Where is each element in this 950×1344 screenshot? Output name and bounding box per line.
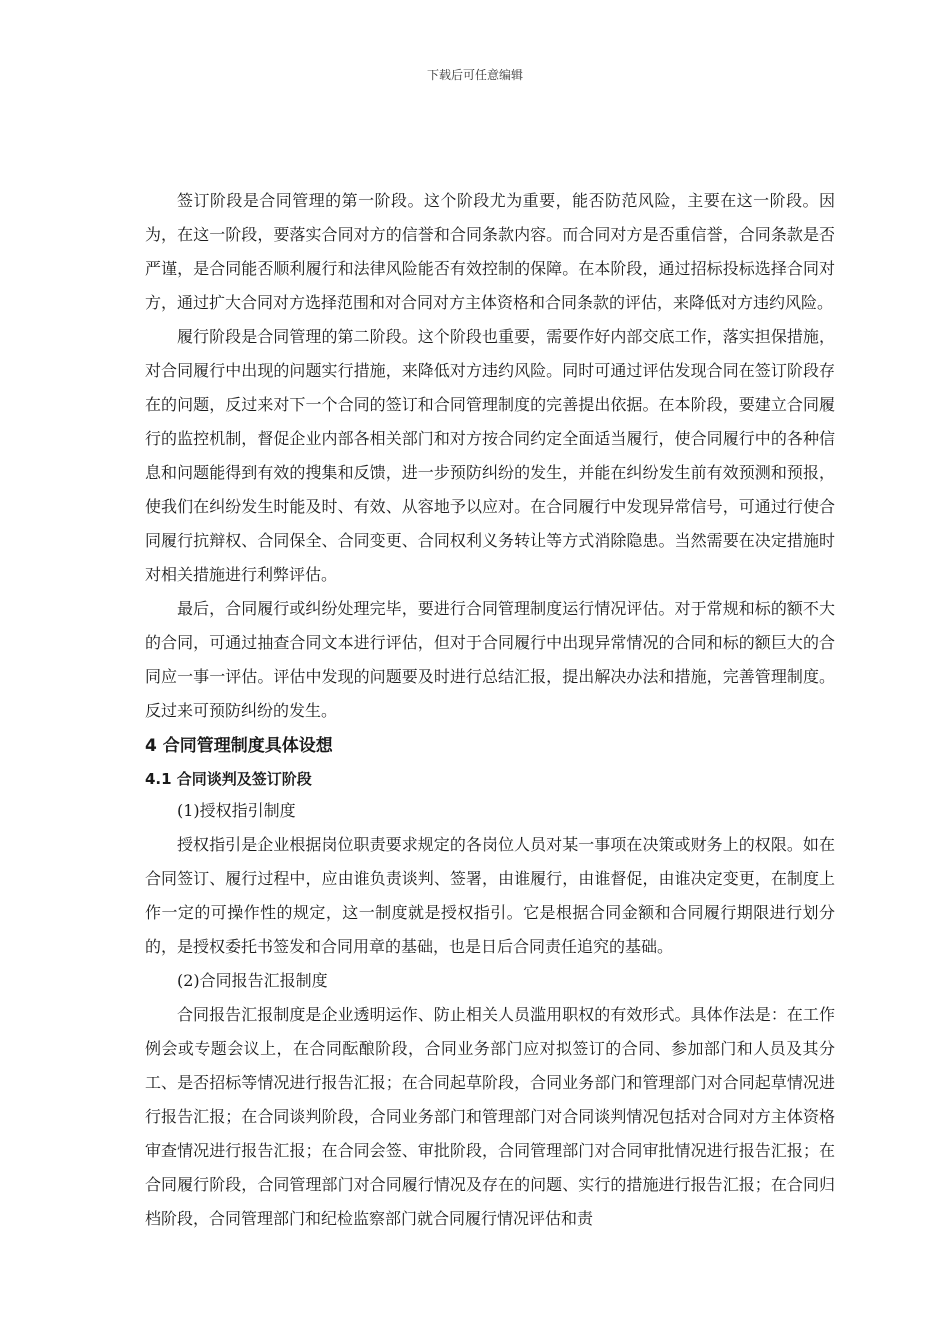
paragraph-final-evaluation: 最后，合同履行或纠纷处理完毕，要进行合同管理制度运行情况评估。对于常规和标的额不大的合同，可通过抽查合同文本进行评估，但对于合同履行中出现异常情况的合同和标的额巨大的合同应一事一评估。评估中发现的问题要及时进行总结汇报，提出解决办法和措施，完善管理制度。反过来可预防纠纷的发生。 [145,599,835,720]
section-heading-4: 4 合同管理制度具体设想 [145,736,333,756]
document-body [145,184,835,1236]
section-heading-4-1: 4.1 合同谈判及签订阶段 [145,770,312,788]
subheading-authorization-guide: (1)授权指引制度 [177,801,296,820]
subheading-reporting-system: (2)合同报告汇报制度 [177,971,328,990]
paragraph-performance-stage: 履行阶段是合同管理的第二阶段。这个阶段也重要，需要作好内部交底工作，落实担保措施，对合同履行中出现的问题实行措施，来降低对方违约风险。同时可通过评估发现合同在签订阶段存在的问题，反过来对下一个合同的签订和合同管理制度的完善提出依据。在本阶段，要建立合同履行的监控机制，督促企业内部各相关部门和对方按合同约定全面适当履行，使合同履行中的各种信息和问题能得到有效的搜集和反馈，进一步预防纠纷的发生，并能在纠纷发生前有效预测和预报，使我们在纠纷发生时能及时、有效、从容地予以应对。在合同履行中发现异常信号，可通过行使合同履行抗辩权、合同保全、合同变更、合同权利义务转让等方式消除隐患。当然需要在决定措施时对相关措施进行利弊评估。 [145,327,835,584]
paragraph-authorization-guide: 授权指引是企业根据岗位职责要求规定的各岗位人员对某一事项在决策或财务上的权限。如在合同签订、履行过程中，应由谁负责谈判、签署，由谁履行，由谁督促，由谁决定变更，在制度上作一定的可操作性的规定，这一制度就是授权指引。它是根据合同金额和合同履行期限进行划分的，是授权委托书签发和合同用章的基础，也是日后合同责任追究的基础。 [145,835,835,956]
page-header: 下载后可任意编辑 [426,68,523,82]
paragraph-signing-stage: 签订阶段是合同管理的第一阶段。这个阶段尤为重要，能否防范风险，主要在这一阶段。因为，在这一阶段，要落实合同对方的信誉和合同条款内容。而合同对方是否重信誉，合同条款是否严谨，是合同能否顺利履行和法律风险能否有效控制的保障。在本阶段，通过招标投标选择合同对方，通过扩大合同对方选择范围和对合同对方主体资格和合同条款的评估，来降低对方违约风险。 [145,191,835,312]
paragraph-reporting-system: 合同报告汇报制度是企业透明运作、防止相关人员滥用职权的有效形式。具体作法是：在工作例会或专题会议上，在合同酝酿阶段，合同业务部门应对拟签订的合同、参加部门和人员及其分工、是否招标等情况进行报告汇报；在合同起草阶段，合同业务部门和管理部门对合同起草情况进行报告汇报；在合同谈判阶段，合同业务部门和管理部门对合同谈判情况包括对合同对方主体资格审查情况进行报告汇报；在合同会签、审批阶段，合同管理部门对合同审批情况进行报告汇报；在合同履行阶段，合同管理部门对合同履行情况及存在的问题、实行的措施进行报告汇报；在合同归档阶段，合同管理部门和纪检监察部门就合同履行情况评估和责 [145,1005,835,1228]
